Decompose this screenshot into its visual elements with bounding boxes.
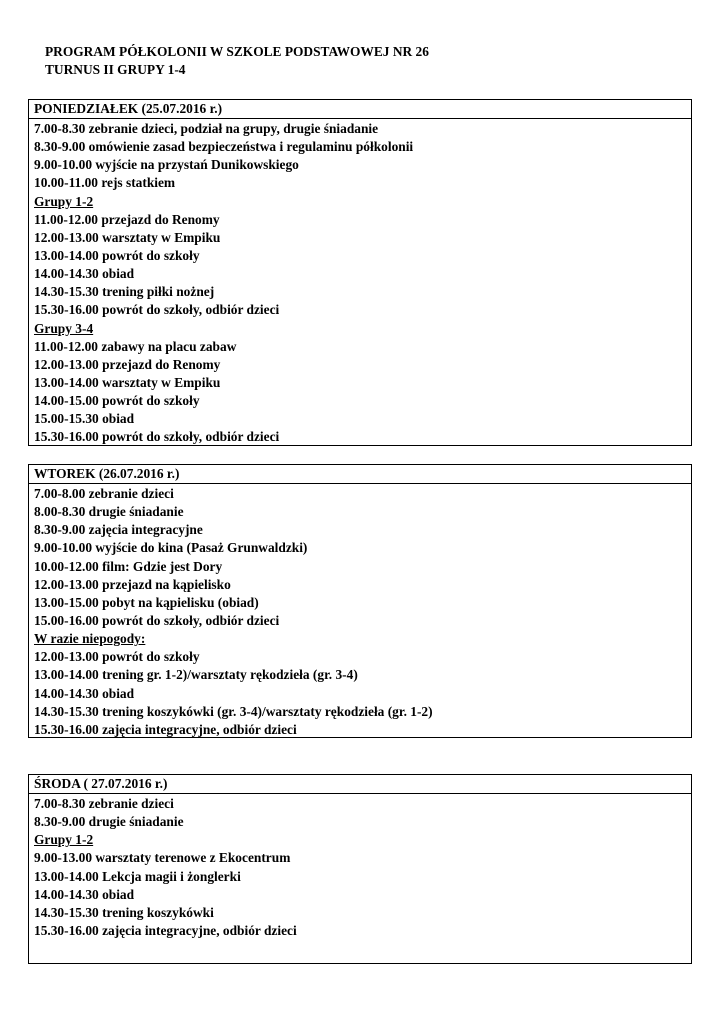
schedule-line: 12.00-13.00 przejazd na kąpielisko: [34, 576, 231, 592]
schedule-line: 15.30-16.00 powrót do szkoły, odbiór dzieci: [34, 429, 280, 445]
schedule-line: 14.30-15.30 trening koszykówki: [34, 904, 214, 920]
schedule-line: 15.30-16.00 zajęcia integracyjne, odbiór dzieci: [34, 922, 297, 938]
schedule-line: 14.00-14.30 obiad: [34, 266, 135, 282]
day-box-wednesday: [28, 774, 692, 964]
schedule-line: 9.00-13.00 warsztaty terenowe z Ekocentrum: [34, 850, 291, 866]
schedule-line: 14.00-14.30 obiad: [34, 886, 135, 902]
group-heading-text: Grupy 1-2: [34, 832, 94, 848]
schedule-line: 8.30-9.00 omówienie zasad bezpieczeństwa i regulaminu półkolonii: [34, 139, 414, 155]
day-schedule-tuesday: [29, 484, 691, 739]
schedule-line: 14.30-15.30 trening koszykówki (gr. 3-4)/warsztaty rękodzieła (gr. 1-2): [34, 703, 433, 719]
title-line-2: TURNUS II GRUPY 1-4: [45, 61, 186, 77]
schedule-line: 9.00-10.00 wyjście na przystań Dunikowskiego: [34, 157, 299, 173]
schedule-line: 15.30-16.00 powrót do szkoły, odbiór dzieci: [34, 302, 280, 318]
group-heading-text: Grupy 1-2: [34, 193, 94, 209]
group-heading: [34, 630, 691, 648]
schedule-line: 12.00-13.00 przejazd do Renomy: [34, 356, 221, 372]
day-header-monday: PONIEDZIAŁEK (25.07.2016 r.): [29, 100, 691, 119]
schedule-line: 13.00-14.00 warsztaty w Empiku: [34, 374, 221, 390]
day-box-monday: [28, 99, 692, 446]
schedule-line: 12.00-13.00 powrót do szkoły: [34, 649, 200, 665]
schedule-line: 15.00-16.00 powrót do szkoły, odbiór dzieci: [34, 612, 280, 628]
schedule-line: 15.30-16.00 zajęcia integracyjne, odbiór dzieci: [34, 721, 297, 737]
schedule-line: 8.30-9.00 drugie śniadanie: [34, 814, 184, 830]
schedule-line: 14.30-15.30 trening piłki nożnej: [34, 284, 215, 300]
schedule-line: 15.00-15.30 obiad: [34, 411, 135, 427]
day-schedule-wednesday: [29, 794, 691, 940]
schedule-line: 7.00-8.30 zebranie dzieci: [34, 796, 174, 811]
schedule-line: 10.00-11.00 rejs statkiem: [34, 175, 176, 191]
schedule-line: 13.00-14.00 powrót do szkoły: [34, 247, 200, 263]
schedule-line: 8.30-9.00 zajęcia integracyjne: [34, 522, 203, 538]
schedule-line: 14.00-15.00 powrót do szkoły: [34, 393, 200, 409]
schedule-line: 13.00-14.00 trening gr. 1-2)/warsztaty rękodzieła (gr. 3-4): [34, 667, 358, 683]
title-line-1: PROGRAM PÓŁKOLONII W SZKOLE PODSTAWOWEJ NR 26: [45, 44, 429, 59]
group-heading: [34, 320, 691, 338]
day-header-wednesday: ŚRODA ( 27.07.2016 r.): [29, 775, 691, 794]
schedule-line: 10.00-12.00 film: Gdzie jest Dory: [34, 558, 223, 574]
schedule-line: 13.00-15.00 pobyt na kąpielisku (obiad): [34, 594, 259, 610]
day-schedule-monday: [29, 119, 691, 447]
group-heading-text: W razie niepogody:: [34, 631, 146, 647]
schedule-line: 11.00-12.00 przejazd do Renomy: [34, 211, 220, 227]
document-title: [45, 43, 429, 78]
day-header-tuesday: WTOREK (26.07.2016 r.): [29, 465, 691, 484]
schedule-line: 7.00-8.30 zebranie dzieci, podział na grupy, drugie śniadanie: [34, 121, 379, 136]
schedule-line: 9.00-10.00 wyjście do kina (Pasaż Grunwaldzki): [34, 540, 308, 556]
schedule-line: 12.00-13.00 warsztaty w Empiku: [34, 229, 221, 245]
schedule-line: 7.00-8.00 zebranie dzieci: [34, 486, 174, 501]
group-heading: [34, 193, 691, 211]
schedule-line: 8.00-8.30 drugie śniadanie: [34, 504, 184, 520]
schedule-line: 13.00-14.00 Lekcja magii i żonglerki: [34, 868, 241, 884]
group-heading-text: Grupy 3-4: [34, 320, 94, 336]
day-box-tuesday: [28, 464, 692, 738]
group-heading: [34, 831, 691, 849]
schedule-line: 11.00-12.00 zabawy na placu zabaw: [34, 338, 237, 354]
schedule-line: 14.00-14.30 obiad: [34, 685, 135, 701]
